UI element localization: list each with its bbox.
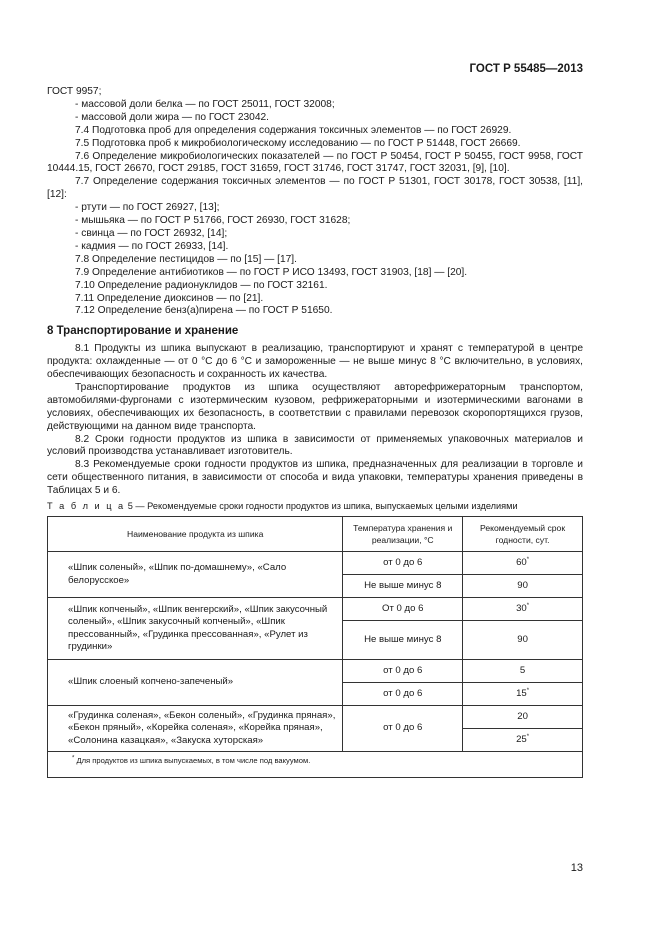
product-name: «Шпик соленый», «Шпик по-домашнему», «Сало белорусское» [48, 552, 343, 598]
storage-temp: от 0 до 6 [343, 552, 463, 575]
shelf-life-value: 15 [516, 687, 527, 699]
product-name: «Шпик копченый», «Шпик венгерский», «Шпик закусочный соленый», «Шпик закусочный копченый», «Шпик прессованный», «Грудинка прессованная», «Рулет из грудинки» [48, 598, 343, 660]
paragraph-transport: Транспортирование продуктов из шпика осуществляют авторефрижераторным транспортом, автомобилями-фургонами с изотермическим кузовом, рефрижераторными и изотермическими вагонами в условиях, обеспечивающих их безопасность, в соответствии с правилами перевозок скоропортящихся грузов, действующими на данном виде транспорта. [47, 381, 583, 432]
clause-8-2: 8.2 Сроки годности продуктов из шпика в зависимости от применяемых упаковочных материалов и условий производства устанавливает изготовитель. [47, 433, 583, 458]
table-footnote-row [48, 752, 583, 778]
clause-7-9: 7.9 Определение антибиотиков — по ГОСТ Р ИСО 13493, ГОСТ 31903, [18] — [20]. [75, 266, 468, 278]
footnote-mark: * [526, 687, 530, 694]
product-name: «Грудинка соленая», «Бекон соленый», «Грудинка пряная», «Бекон пряный», «Корейка соленая», «Корейка пряная», «Солонина казацкая», «Закуска хуторская» [48, 706, 343, 752]
text-line: - массовой доли жира — по ГОСТ 23042. [75, 111, 269, 123]
text-line: - мышьяка — по ГОСТ Р 51766, ГОСТ 26930, ГОСТ 31628; [75, 215, 351, 227]
text-line: - свинца — по ГОСТ 26932, [14]; [75, 227, 228, 239]
header-life: Рекомендуемый срок годности, сут. [463, 517, 583, 552]
clause-7-11: 7.11 Определение диоксинов — по [21]. [75, 292, 264, 304]
shelf-life-table [47, 516, 583, 778]
shelf-life [463, 729, 583, 752]
shelf-life: 20 [463, 706, 583, 729]
text-line: ГОСТ 9957; [47, 86, 102, 97]
clause-7-10: 7.10 Определение радионуклидов — по ГОСТ 32161. [75, 279, 328, 291]
table-header-row [48, 517, 583, 552]
product-name: «Шпик слоеный копчено-запеченый» [48, 660, 343, 706]
table-footnote [48, 752, 583, 778]
footnote-mark: * [72, 755, 75, 762]
text-line: - кадмия — по ГОСТ 26933, [14]. [75, 240, 229, 252]
shelf-life-value: 25 [516, 733, 527, 745]
storage-temp: Не выше минус 8 [343, 621, 463, 660]
page-header-standard: ГОСТ Р 55485—2013 [469, 63, 583, 75]
clause-7-8: 7.8 Определение пестицидов — по [15] — [17]. [75, 253, 297, 265]
footnote-mark: * [526, 733, 530, 740]
table-row [48, 706, 583, 729]
shelf-life [463, 552, 583, 575]
footnote-text: Для продуктов из шпика выпускаемых, в том числе под вакуумом. [76, 756, 311, 765]
shelf-life [463, 683, 583, 706]
table-caption [47, 500, 583, 513]
header-name: Наименование продукта из шпика [48, 517, 343, 552]
storage-temp: Не выше минус 8 [343, 575, 463, 598]
clause-7-6: 7.6 Определение микробиологических показателей — по ГОСТ Р 50454, ГОСТ Р 50455, ГОСТ 9958, ГОСТ 10444.15, ГОСТ 26670, ГОСТ 29185, ГОСТ 31659, ГОСТ 31746, ГОСТ 31747, ГОСТ 32031, [9], [10]. [47, 150, 583, 175]
shelf-life-value: 30 [516, 602, 527, 614]
storage-temp: от 0 до 6 [343, 706, 463, 752]
storage-temp: от 0 до 6 [343, 683, 463, 706]
text-line: - массовой доли белка — по ГОСТ 25011, ГОСТ 32008; [75, 98, 335, 110]
footnote-mark: * [526, 602, 530, 609]
page-number: 13 [570, 862, 583, 874]
table-caption-text: 5 — Рекомендуемые сроки годности продуктов из шпика, выпускаемых целыми изделиями [127, 501, 518, 512]
clause-7-4: 7.4 Подготовка проб для определения содержания токсичных элементов — по ГОСТ 26929. [75, 124, 512, 136]
shelf-life: 5 [463, 660, 583, 683]
shelf-life-value: 60 [516, 556, 527, 568]
page-content [47, 86, 583, 778]
clause-7-7: 7.7 Определение содержания токсичных элементов — по ГОСТ Р 51301, ГОСТ 30178, ГОСТ 30538, [11], [12]: [47, 176, 583, 201]
footnote-mark: * [526, 556, 530, 563]
table-row [48, 598, 583, 621]
storage-temp: от 0 до 6 [343, 660, 463, 683]
clause-8-1: 8.1 Продукты из шпика выпускают в реализацию, транспортируют и хранят с температурой в центре продукта: охлажденные — от 0 °С до 6 °С и замороженные — не выше минус 8 °С включительно, в условиях, обеспечивающих безопасность и сохранность их качества. [47, 343, 583, 381]
text-line: - ртути — по ГОСТ 26927, [13]; [75, 202, 220, 214]
clause-7-12: 7.12 Определение бенз(а)пирена — по ГОСТ Р 51650. [75, 305, 333, 317]
header-temp: Температура хранения и реализации, °С [343, 517, 463, 552]
table-row [48, 552, 583, 575]
clause-7-5: 7.5 Подготовка проб к микробиологическому исследованию — по ГОСТ Р 51448, ГОСТ 26669. [75, 137, 521, 149]
shelf-life: 90 [463, 621, 583, 660]
table-caption-prefix: Т а б л и ц а [47, 501, 126, 512]
shelf-life: 90 [463, 575, 583, 598]
clause-8-3: 8.3 Рекомендуемые сроки годности продуктов из шпика, предназначенных для реализации в торговле и сети общественного питания, в зависимости от способа и вида упаковки, температуры хранения приведены в Таблицах 5 и 6. [47, 459, 583, 497]
table-row [48, 660, 583, 683]
section-title: 8 Транспортирование и хранение [47, 325, 239, 338]
storage-temp: От 0 до 6 [343, 598, 463, 621]
shelf-life [463, 598, 583, 621]
